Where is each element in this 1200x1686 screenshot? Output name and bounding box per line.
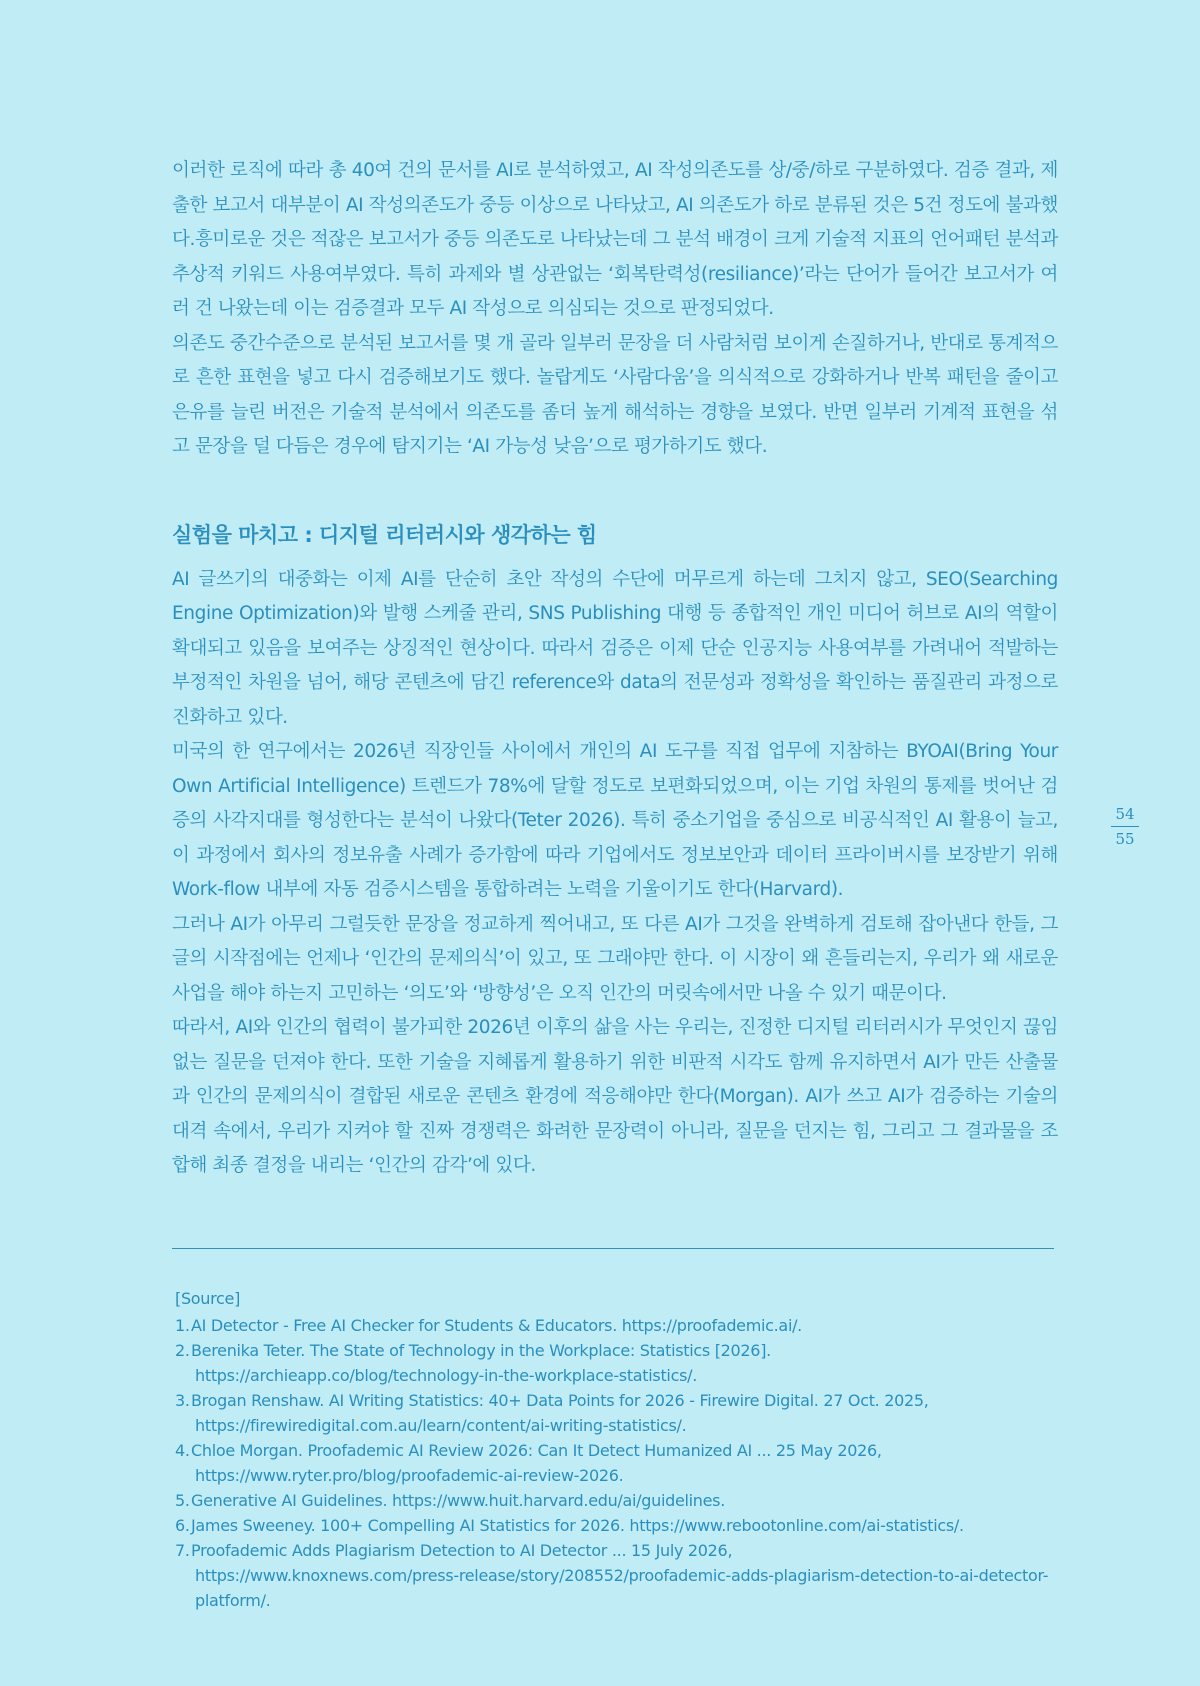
source-text: AI Detector - Free AI Checker for Students & Educators. https://proofademic.ai/.	[191, 1316, 802, 1335]
page-number-right: 55	[1115, 830, 1135, 848]
source-number: 4.	[175, 1441, 190, 1460]
source-item	[175, 1338, 1075, 1388]
source-text: Proofademic Adds Plagiarism Detection to AI Detector ... 15 July 2026,	[191, 1541, 733, 1560]
source-number: 6.	[175, 1516, 190, 1535]
source-text: James Sweeney. 100+ Compelling AI Statistics for 2026. https://www.rebootonline.com/ai-statistics/.	[191, 1516, 964, 1535]
source-number: 1.	[175, 1316, 190, 1335]
sources-list	[175, 1313, 1075, 1613]
source-item	[175, 1513, 1075, 1538]
sources-title: [Source]	[175, 1289, 241, 1308]
intro-paragraph-1: 이러한 로직에 따라 총 40여 건의 문서를 AI로 분석하였고, AI 작성의존도를 상/중/하로 구분하였다. 검증 결과, 제출한 보고서 대부분이 AI 작성의존도가 중등 이상으로 나타났고, AI 의존도가 하로 분류된 것은 5건 정도에 불과했다.흥미로운 것은 적잖은 보고서가 중등 의존도로 나타났는데 그 분석 배경이 크게 기술적 지표의 언어패턴 분석과 추상적 키워드 사용여부였다. 특히 과제와 별 상관없는 ‘회복탄력성(resiliance)’라는 단어가 들어간 보고서가 여러 건 나왔는데 이는 검증결과 모두 AI 작성으로 의심되는 것으로 판정되었다.	[172, 160, 1058, 319]
source-item	[175, 1388, 1075, 1438]
source-number: 3.	[175, 1391, 190, 1410]
source-text: Brogan Renshaw. AI Writing Statistics: 40+ Data Points for 2026 - Firewire Digital. 27 Oct. 2025,	[191, 1391, 929, 1410]
source-link[interactable]: https://www.ryter.pro/blog/proofademic-ai-review-2026.	[195, 1466, 624, 1485]
body-paragraph-4: 따라서, AI와 인간의 협력이 불가피한 2026년 이후의 삶을 사는 우리는, 진정한 디지털 리터러시가 무엇인지 끊임없는 질문을 던져야 한다. 또한 기술을 지혜롭게 활용하기 위한 비판적 시각도 함께 유지하면서 AI가 만든 산출물과 인간의 문제의식이 결합된 새로운 콘텐츠 환경에 적응해야만 한다(Morgan). AI가 쓰고 AI가 검증하는 기술의 대격 속에서, 우리가 지켜야 할 진짜 경쟁력은 화려한 문장력이 아니라, 질문을 던지는 힘, 그리고 그 결과물을 조합해 최종 결정을 내리는 ‘인간의 감각’에 있다.	[172, 1017, 1058, 1176]
source-text: Chloe Morgan. Proofademic AI Review 2026: Can It Detect Humanized AI ... 25 May 2026,	[191, 1441, 882, 1460]
body-paragraph-3: 그러나 AI가 아무리 그럴듯한 문장을 정교하게 찍어내고, 또 다른 AI가 그것을 완벽하게 검토해 잡아낸다 한들, 그 글의 시작점에는 언제나 ‘인간의 문제의식’이 있고, 또 그래야만 한다. 이 시장이 왜 흔들리는지, 우리가 왜 새로운 사업을 해야 하는지 고민하는 ‘의도’와 ‘방향성’은 오직 인간의 머릿속에서만 나올 수 있기 때문이다.	[172, 913, 1058, 1004]
sources-section	[175, 1286, 1075, 1613]
source-number: 7.	[175, 1541, 190, 1560]
intro-paragraph-2: 의존도 중간수준으로 분석된 보고서를 몇 개 골라 일부러 문장을 더 사람처럼 보이게 손질하거나, 반대로 통계적으로 흔한 표현을 넣고 다시 검증해보기도 했다. 놀랍게도 ‘사람다움’을 의식적으로 강화하거나 반복 패턴을 줄이고 은유를 늘린 버전은 기술적 분석에서 의존도를 좀더 높게 해석하는 경향을 보였다. 반면 일부러 기계적 표현을 섞고 문장을 덜 다듬은 경우에 탐지기는 ‘AI 가능성 낮음’으로 평가하기도 했다.	[172, 332, 1058, 457]
source-item	[175, 1488, 1075, 1513]
source-link[interactable]: https://firewiredigital.com.au/learn/content/ai-writing-statistics/.	[195, 1416, 687, 1435]
article-body	[172, 154, 1058, 1184]
source-link[interactable]: https://archieapp.co/blog/technology-in-the-workplace-statistics/.	[195, 1366, 697, 1385]
source-text: Generative AI Guidelines. https://www.huit.harvard.edu/ai/guidelines.	[191, 1491, 726, 1510]
source-item	[175, 1313, 1075, 1338]
divider-line	[172, 1248, 1054, 1249]
source-item	[175, 1538, 1075, 1613]
source-number: 5.	[175, 1491, 190, 1510]
page-number-left: 54	[1115, 805, 1135, 823]
section-heading: 실험을 마치고 : 디지털 리터러시와 생각하는 힘	[172, 522, 597, 547]
body-paragraph-1: AI 글쓰기의 대중화는 이제 AI를 단순히 초안 작성의 수단에 머무르게 하는데 그치지 않고, SEO(Searching Engine Optimization)와 발행 스케줄 관리, SNS Publishing 대행 등 종합적인 개인 미디어 허브로 AI의 역할이 확대되고 있음을 보여주는 상징적인 현상이다. 따라서 검증은 이제 단순 인공지능 사용여부를 가려내어 적발하는 부정적인 차원을 넘어, 해당 콘텐츠에 담긴 reference와 data의 전문성과 정확성을 확인하는 품질관리 과정으로 진화하고 있다.	[172, 568, 1058, 728]
source-number: 2.	[175, 1341, 190, 1360]
source-item	[175, 1438, 1075, 1488]
source-link[interactable]: https://www.knoxnews.com/press-release/story/208552/proofademic-adds-plagiarism-detection-to-ai-detector-platform/.	[195, 1566, 1049, 1610]
body-paragraph-2: 미국의 한 연구에서는 2026년 직장인들 사이에서 개인의 AI 도구를 직접 업무에 지참하는 BYOAI(Bring Your Own Artificial Intelligence) 트렌드가 78%에 달할 정도로 보편화되었으며, 이는 기업 차원의 통제를 벗어난 검증의 사각지대를 형성한다는 분석이 나왔다(Teter 2026). 특히 중소기업을 중심으로 비공식적인 AI 활용이 늘고, 이 과정에서 회사의 정보유출 사례가 증가함에 따라 기업에서도 정보보안과 데이터 프라이버시를 보장받기 위해 Work-flow 내부에 자동 검증시스템을 통합하려는 노력을 기울이기도 한다(Harvard).	[172, 741, 1058, 900]
source-text: Berenika Teter. The State of Technology in the Workplace: Statistics [2026].	[191, 1341, 771, 1360]
page-number	[1110, 804, 1140, 849]
